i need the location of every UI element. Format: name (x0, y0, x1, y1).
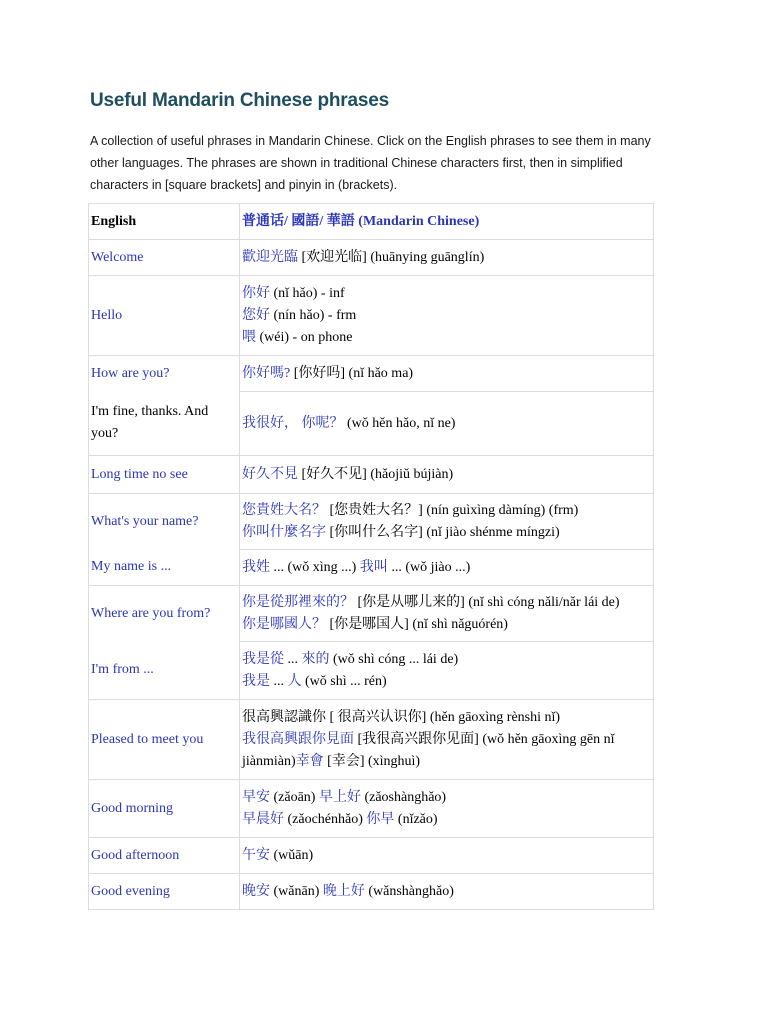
phrase-link-im-from[interactable]: I'm from ... (89, 642, 240, 700)
table-row (89, 550, 654, 586)
chinese-text: 好久不見 (242, 466, 298, 482)
phrase-link-how-are-you[interactable]: How are you? (89, 356, 240, 392)
pinyin-text: [幸会] (xìnghuì) (323, 753, 421, 769)
table-row (89, 780, 654, 838)
header-chinese-label: (Mandarin Chinese) (354, 213, 480, 229)
chinese-text: 你早 (366, 811, 395, 827)
pinyin-text: ... (wǒ jiào ...) (387, 559, 471, 575)
chinese-text: 早晨好 (242, 811, 284, 827)
header-chinese-chars[interactable]: 普通话/ 國語/ 華語 (242, 213, 355, 229)
chinese-text: 我是從 (242, 651, 284, 667)
translation-good-morning (240, 780, 654, 838)
pinyin-text: (wéi) - on phone (256, 329, 353, 345)
translation-welcome (240, 240, 654, 276)
chinese-text: 您貴姓大名？ (242, 502, 326, 518)
chinese-text: 人 (287, 673, 302, 689)
table-row (89, 586, 654, 642)
pinyin-text: [好久不见] (hǎojiǔ bújiàn) (298, 466, 454, 482)
translation-pleased-to-meet (240, 700, 654, 780)
phrase-link-my-name-is[interactable]: My name is ... (89, 550, 240, 586)
chinese-text: 幸會 (295, 753, 324, 769)
translation-fine-thanks (240, 392, 654, 456)
chinese-text: 我很好， 你呢？ (242, 415, 344, 431)
phrase-fine-thanks: I'm fine, thanks. And you? (89, 392, 240, 456)
table-row (89, 874, 654, 910)
chinese-text: 您好 (242, 307, 270, 323)
phrase-link-good-afternoon[interactable]: Good afternoon (89, 838, 240, 874)
chinese-text: 你是從那裡來的？ (242, 594, 354, 610)
pinyin-text: [欢迎光临] (huānying guānglín) (298, 249, 485, 265)
chinese-text: 我很高興跟你見面 (242, 731, 354, 747)
pinyin-text: [你叫什么名字] (nǐ jiào shénme míngzi) (326, 524, 560, 540)
chinese-text: 早上好 (318, 789, 361, 805)
pinyin-text: (wǎnān) (270, 883, 323, 899)
translation-good-evening (240, 874, 654, 910)
phrase-link-long-time[interactable]: Long time no see (89, 456, 240, 494)
chinese-text: 晚上好 (322, 883, 365, 899)
chinese-text: 你叫什麼名字 (242, 524, 326, 540)
translation-my-name-is (240, 550, 654, 586)
translation-how-are-you (240, 356, 654, 392)
chinese-text: 歡迎光臨 (242, 249, 298, 265)
intro-text: A collection of useful phrases in Mandarin Chinese. Click on the English phrases to see them in many other languages. The phrases are shown in traditional Chinese characters first, then in simplified characters in [square brackets] and pinyin in (brackets). (90, 134, 651, 192)
pinyin-text: (nǐ hǎo) - inf (270, 285, 345, 301)
translation-long-time (240, 456, 654, 494)
phrase-link-pleased-to-meet[interactable]: Pleased to meet you (89, 700, 240, 780)
phrase-link-good-morning[interactable]: Good morning (89, 780, 240, 838)
page-title: Useful Mandarin Chinese phrases (90, 90, 389, 111)
chinese-text: 我姓 (242, 559, 270, 575)
translation-where-from (240, 586, 654, 642)
chinese-text: 你好 (242, 285, 270, 301)
pinyin-text: (wǒ hěn hǎo, nǐ ne) (343, 415, 456, 431)
phrase-link-welcome[interactable]: Welcome (89, 240, 240, 276)
table-row (89, 700, 654, 780)
translation-whats-your-name (240, 494, 654, 550)
table-row (89, 456, 654, 494)
chinese-text: 晚安 (242, 883, 270, 899)
chinese-text: 午安 (242, 847, 270, 863)
pinyin-text: ... (wǒ xìng ...) (270, 559, 360, 575)
table-row (89, 392, 654, 456)
phrases-table (88, 203, 654, 910)
pinyin-text: [你好吗] (nǐ hǎo ma) (290, 365, 414, 381)
table-row (89, 642, 654, 700)
pinyin-text: (wǎnshànghǎo) (364, 883, 454, 899)
translation-good-afternoon (240, 838, 654, 874)
table-row (89, 276, 654, 356)
chinese-text: 你好嗎? (242, 365, 291, 381)
pinyin-text: (wǒ shì cóng ... lái de) (329, 651, 459, 667)
chinese-text: 喂 (242, 329, 256, 345)
pinyin-text: [你是哪国人] (nǐ shì nǎguórén) (326, 616, 508, 632)
phrase-link-good-evening[interactable]: Good evening (89, 874, 240, 910)
table-row (89, 838, 654, 874)
table-row (89, 356, 654, 392)
header-english: English (89, 204, 240, 240)
table-header-row (89, 204, 654, 240)
pinyin-text: (zǎochénhǎo) (284, 811, 367, 827)
pinyin-text: (wǒ shì ... rén) (301, 673, 387, 689)
pinyin-text: (zǎoān) (270, 789, 319, 805)
ellipsis: ... (284, 651, 302, 667)
chinese-text: 我是 (242, 673, 270, 689)
pinyin-text: [你是从哪儿来的] (nǐ shì cóng nǎli/nǎr lái de) (354, 594, 620, 610)
chinese-text: 你是哪國人？ (242, 616, 326, 632)
table-row (89, 494, 654, 550)
chinese-text: 早安 (242, 789, 270, 805)
phrase-link-hello[interactable]: Hello (89, 276, 240, 356)
phrase-link-whats-your-name[interactable]: What's your name? (89, 494, 240, 550)
header-chinese (240, 204, 654, 240)
translation-line: 很高興認識你 [ 很高兴认识你] (hěn gāoxìng rènshi nǐ) (242, 709, 561, 725)
translation-hello (240, 276, 654, 356)
pinyin-text: (nǐzǎo) (394, 811, 438, 827)
table-row (89, 240, 654, 276)
pinyin-text: (zǎoshànghǎo) (360, 789, 447, 805)
pinyin-text: (wǔān) (270, 847, 314, 863)
pinyin-text: [我很高兴跟你见面] (wǒ hěn gāoxìng gēn nǐ jiànmiàn) (242, 731, 615, 769)
translation-im-from (240, 642, 654, 700)
chinese-text: 我叫 (359, 559, 388, 575)
ellipsis: ... (270, 673, 288, 689)
pinyin-text: [您贵姓大名？] (nín guìxìng dàmíng) (frm) (326, 502, 579, 518)
phrase-link-where-from[interactable]: Where are you from? (89, 586, 240, 642)
chinese-text: 來的 (301, 651, 330, 667)
pinyin-text: (nín hǎo) - frm (270, 307, 357, 323)
